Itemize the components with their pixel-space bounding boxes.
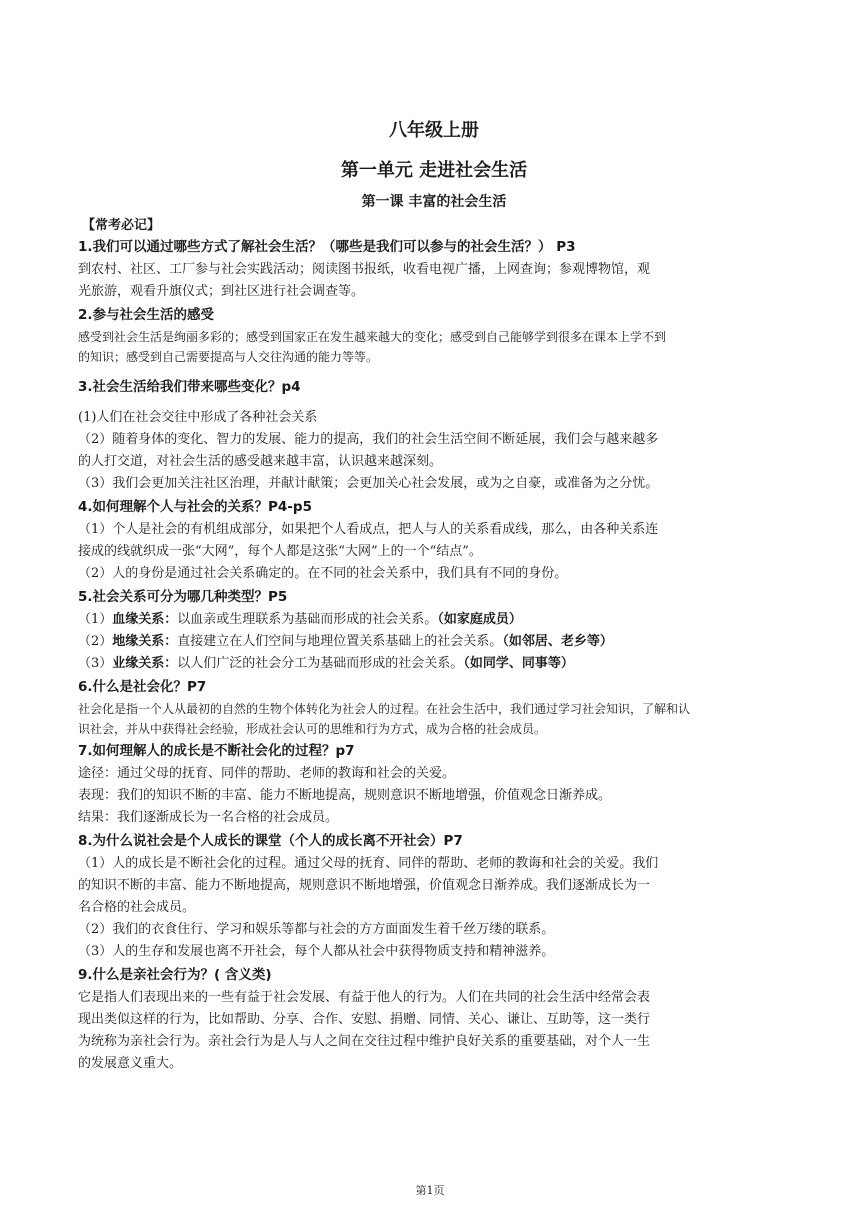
answer-line: (1)人们在社会交往中形成了各种社会关系: [78, 410, 318, 425]
question-8: 8.为什么说社会是个人成长的课堂（个人的成长离不开社会）P7: [78, 833, 463, 849]
spacer: [78, 399, 790, 407]
answer-line: （2）随着身体的变化、智力的发展、能力的提高，我们的社会生活空间不断延展，我们会与越来越多: [78, 432, 659, 447]
item-note: （如同学、同事等）: [463, 656, 574, 671]
answer-line: 识社会，并从中获得社会经验，形成社会认可的思维和行为方式，成为合格的社会成员。: [78, 722, 547, 736]
item-number: （1）: [78, 612, 113, 627]
answer-line: 光旅游，观看升旗仪式；到社区进行社会调查等。: [78, 284, 365, 299]
item-text: 直接建立在人们空间与地理位置关系基础上的社会关系。: [177, 634, 503, 649]
item-number: （3）: [78, 656, 113, 671]
answer-line: 的知识不断的丰富、能力不断地提高，规则意识不断地增强，价值观念日渐养成。我们逐渐成长为一: [78, 878, 651, 893]
question-9: 9.什么是亲社会行为？( 含义类): [78, 967, 272, 983]
question-3: 3.社会生活给我们带来哪些变化？p4: [78, 379, 301, 395]
answer-line: 到农村、社区、工厂参与社会实践活动；阅读图书报纸，收看电视广播，上网查询；参观博物馆，观: [78, 262, 651, 277]
question-1: 1.我们可以通过哪些方式了解社会生活？（哪些是我们可以参与的社会生活？） P3: [78, 239, 576, 255]
answer-line: 社会化是指一个人从最初的自然的生物个体转化为社会人的过程。在社会生活中，我们通过学习社会知识，了解和认: [78, 702, 691, 716]
answer-line: 为统称为亲社会行为。亲社会行为是人与人之间在交往过程中维护良好关系的重要基础，对个人一生: [78, 1034, 651, 1049]
item-label: 血缘关系：: [112, 612, 178, 627]
answer-line: （2）我们的衣食住行、学习和娱乐等都与社会的方方面面发生着千丝万缕的联系。: [78, 922, 555, 937]
question-4: 4.如何理解个人与社会的关系？P4-p5: [78, 499, 312, 515]
spacer: [78, 367, 790, 375]
question-6: 6.什么是社会化？P7: [78, 679, 207, 695]
answer-line: （1）人的成长是不断社会化的过程。通过父母的抚育、同伴的帮助、老师的教诲和社会的关爱。我们: [78, 856, 659, 871]
question-7: 7.如何理解人的成长是不断社会化的过程？p7: [78, 743, 355, 759]
answer-line: 的知识；感受到自己需要提高与人交往沟通的能力等等。: [78, 350, 379, 364]
answer-line: （2）人的身份是通过社会关系确定的。在不同的社会关系中，我们具有不同的身份。: [78, 566, 568, 581]
answer-line: 现出类似这样的行为，比如帮助、分享、合作、安慰、捐赠、同情、关心、谦让、互助等，这一类行: [78, 1012, 651, 1027]
answer-line: （1）个人是社会的有机组成部分，如果把个人看成点，把人与人的关系看成线，那么，由各种关系连: [78, 522, 659, 537]
answer-line: 感受到社会生活是绚丽多彩的；感受到国家正在发生越来越大的变化；感受到自己能够学到很多在课本上学不到: [78, 330, 667, 344]
answer-line: 名合格的社会成员。: [78, 900, 196, 915]
page-number: 第1页: [415, 1184, 445, 1197]
section-tag: 【常考必记】: [82, 218, 161, 233]
answer-line: （3）人的生存和发展也离不开社会，每个人都从社会中获得物质支持和精神滋养。: [78, 944, 555, 959]
relation-item-work: [78, 653, 790, 675]
item-label: 地缘关系：: [112, 634, 178, 649]
book-title: 八年级上册: [389, 120, 479, 141]
answer-line: （3）我们会更加关注社区治理，并献计献策；会更加关心社会发展，或为之自豪，或准备为之分忧。: [78, 476, 659, 491]
item-label: 业缘关系：: [112, 656, 178, 671]
relation-item-geo: [78, 631, 790, 653]
item-number: （2）: [78, 634, 113, 649]
item-text: 以血亲或生理联系为基础而形成的社会关系。: [177, 612, 438, 627]
answer-line: 的人打交道，对社会生活的感受越来越丰富，认识越来越深刻。: [78, 454, 443, 469]
unit-title: 第一单元 走进社会生活: [340, 160, 528, 181]
question-5: 5.社会关系可分为哪几种类型？P5: [78, 589, 288, 605]
answer-line: 结果：我们逐渐成长为一名合格的社会成员。: [78, 810, 339, 825]
answer-line: 表现：我们的知识不断的丰富、能力不断地提高，规则意识不断地增强，价值观念日渐养成。: [78, 788, 612, 803]
lesson-title: 第一课 丰富的社会生活: [361, 194, 507, 210]
answer-line: 途径：通过父母的抚育、同伴的帮助、老师的教诲和社会的关爱。: [78, 766, 456, 781]
item-note: （如家庭成员）: [437, 612, 522, 627]
answer-line: 的发展意义重大。: [78, 1056, 183, 1071]
answer-line: 它是指人们表现出来的一些有益于社会发展、有益于他人的行为。人们在共同的社会生活中经常会表: [78, 990, 651, 1005]
relation-item-blood: [78, 609, 790, 631]
answer-line: 接成的线就织成一张“大网”，每个人都是这张“大网”上的一个“结点”。: [78, 544, 482, 559]
item-text: 以人们广泛的社会分工为基础而形成的社会关系。: [177, 656, 464, 671]
question-2: 2.参与社会生活的感受: [78, 307, 215, 323]
item-note: （如邻居、老乡等）: [502, 634, 613, 649]
page-content: [78, 112, 790, 1075]
